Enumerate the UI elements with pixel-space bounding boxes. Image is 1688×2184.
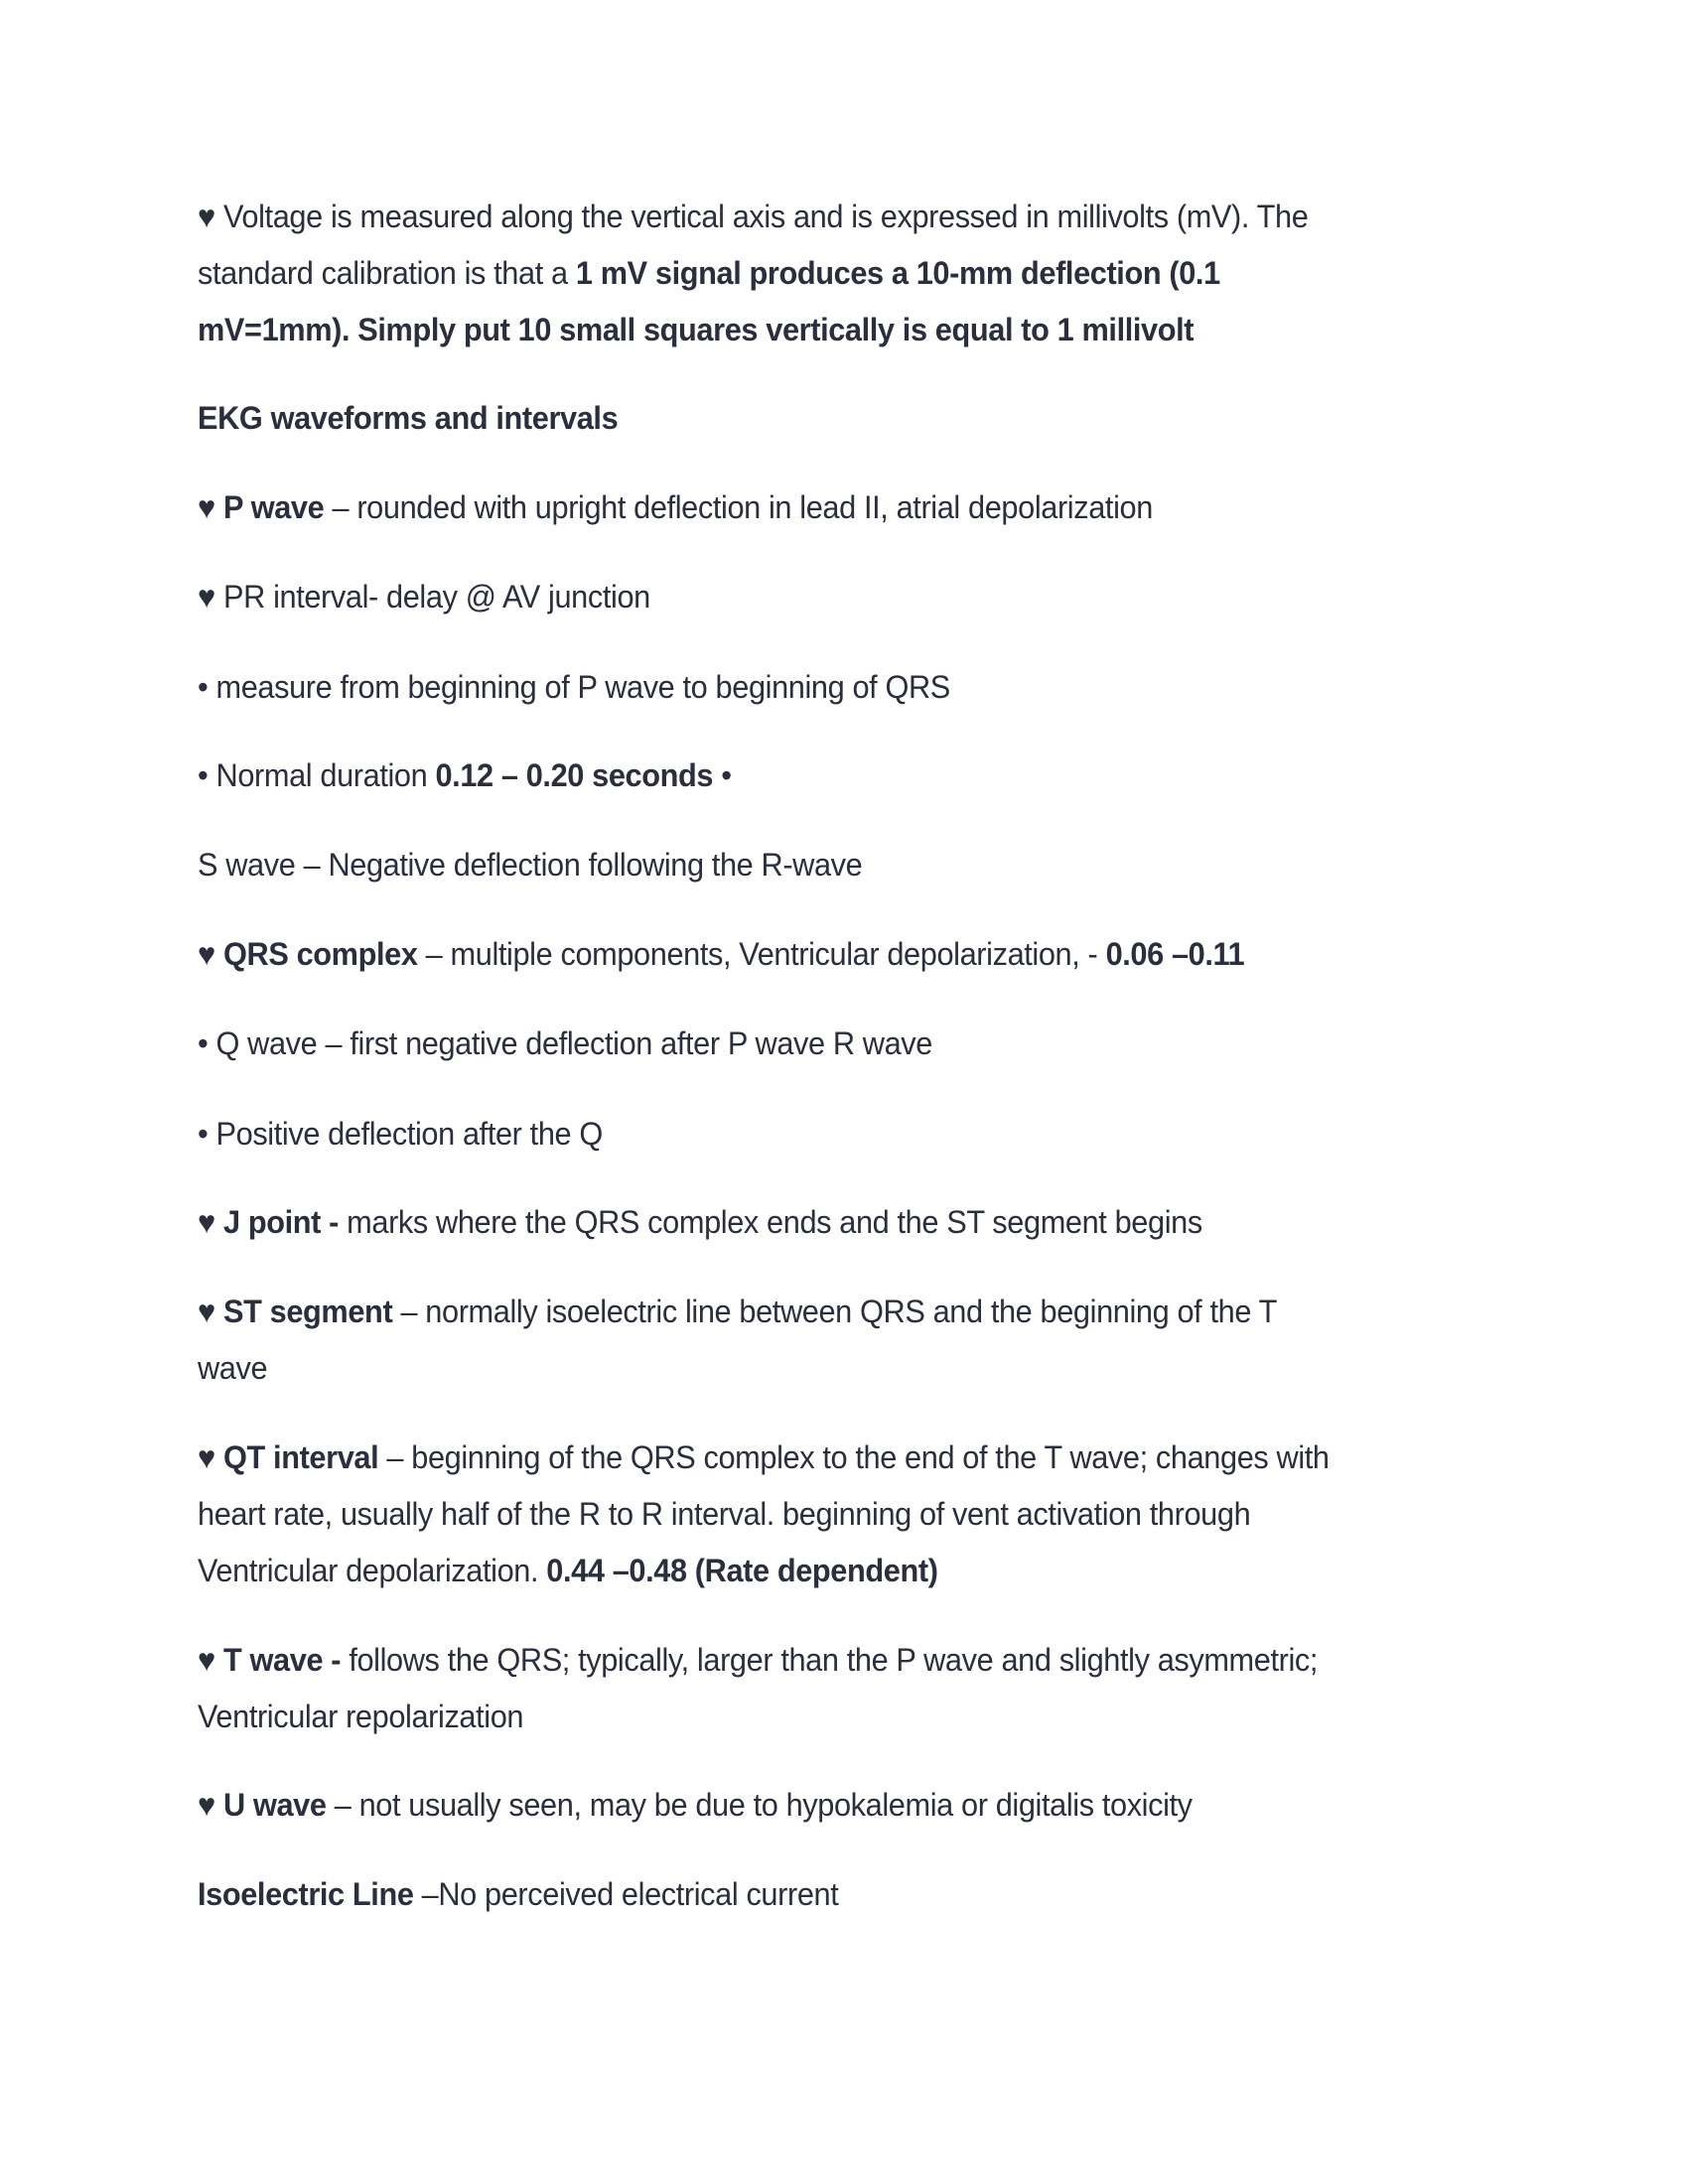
text-line (198, 845, 862, 885)
text: • Q wave – first negative deflection after P wave R wave (198, 1025, 932, 1061)
bold-text: mV=1mm). Simply put 10 small squares vertically is equal to 1 millivolt (198, 312, 1195, 347)
bold-text: EKG waveforms and intervals (198, 400, 619, 436)
text-line (198, 934, 1244, 974)
text: – beginning of the QRS complex to the end of the T wave; changes with (378, 1439, 1330, 1475)
bold-text: ♥ P wave (198, 489, 325, 525)
text: follows the QRS; typically, larger than the P wave and slightly asymmetric; (341, 1642, 1319, 1678)
text-line (198, 1551, 938, 1590)
text: – multiple components, Ventricular depolarization, - (417, 936, 1106, 972)
bold-text: 1 mV signal produces a 10-mm deflection (0.1 (575, 255, 1220, 291)
bold-text: ♥ J point - (198, 1204, 340, 1240)
text-line (198, 253, 1220, 293)
text-line (198, 1292, 1277, 1331)
text-line (198, 1697, 523, 1736)
text: ♥ Voltage is measured along the vertical axis and is expressed in millivolts (mV). The (198, 199, 1309, 234)
text: – normally isoelectric line between QRS and the beginning of the T (392, 1294, 1278, 1329)
text-line (198, 667, 950, 707)
bold-text: 0.06 –0.11 (1105, 936, 1245, 972)
text-line (198, 487, 1153, 527)
bold-text: ♥ QT interval (198, 1439, 379, 1475)
bold-text: ♥ QRS complex (198, 936, 418, 972)
bold-text: ♥ T wave - (198, 1642, 342, 1678)
bold-text: ♥ U wave (198, 1787, 327, 1823)
text: wave (198, 1350, 268, 1386)
bold-text: 0.44 –0.48 (Rate dependent) (546, 1553, 938, 1588)
text: S wave – Negative deflection following the R-wave (198, 847, 863, 883)
text: Ventricular repolarization (198, 1699, 524, 1734)
text-line (198, 577, 650, 616)
text: • Normal duration (198, 757, 436, 793)
text: • (713, 757, 732, 793)
text-line (198, 1437, 1330, 1477)
text-line (198, 1024, 932, 1063)
text-line (198, 1114, 603, 1154)
text: – not usually seen, may be due to hypokalemia or digitalis toxicity (326, 1787, 1193, 1823)
text-line (198, 1202, 1202, 1242)
text: marks where the QRS complex ends and the ST segment begins (339, 1204, 1202, 1240)
text-line (198, 755, 732, 795)
bold-text: 0.12 – 0.20 seconds (435, 757, 714, 793)
text-line (198, 1640, 1318, 1680)
text: • measure from beginning of P wave to beginning of QRS (198, 669, 950, 705)
text-line (198, 398, 618, 438)
bold-text: Isoelectric Line (198, 1876, 414, 1912)
text-line (198, 310, 1194, 349)
text: ♥ PR interval- delay @ AV junction (198, 579, 650, 614)
text-line (198, 1785, 1193, 1825)
text: heart rate, usually half of the R to R interval. beginning of vent activation through (198, 1496, 1251, 1532)
text-line (198, 1874, 838, 1914)
text: standard calibration is that a (198, 255, 576, 291)
text: • Positive deflection after the Q (198, 1116, 603, 1152)
text-line (198, 1494, 1250, 1534)
text: –No perceived electrical current (413, 1876, 839, 1912)
text-line (198, 1348, 267, 1388)
bold-text: ♥ ST segment (198, 1294, 393, 1329)
text-line (198, 197, 1308, 236)
text: Ventricular depolarization. (198, 1553, 547, 1588)
text: – rounded with upright deflection in lead II, atrial depolarization (324, 489, 1153, 525)
